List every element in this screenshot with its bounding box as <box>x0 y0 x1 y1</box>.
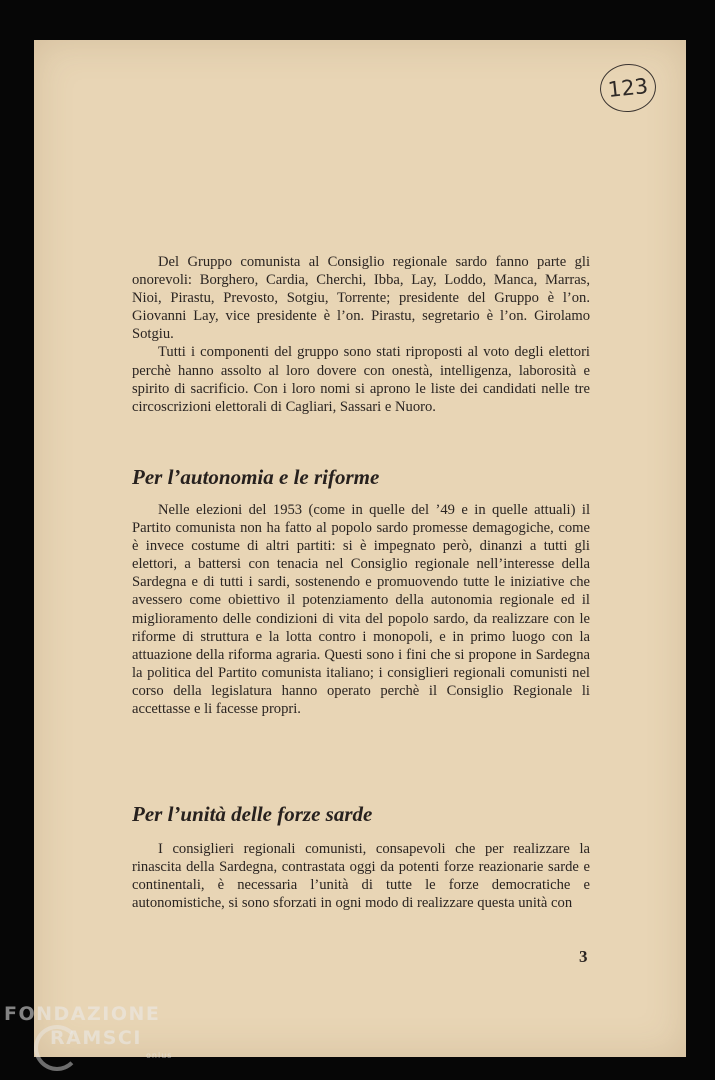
fondazione-gramsci-watermark <box>4 1003 173 1060</box>
page-folio: 3 <box>579 947 588 966</box>
section-heading-unita: Per l’unità delle forze sarde <box>132 802 373 826</box>
watermark-line-2: RAMSCI <box>50 1027 142 1049</box>
intro-block <box>132 253 590 416</box>
section1-paragraph-1: Nelle elezioni del 1953 (come in quelle del ’49 e in quelle attuali) il Partito comunista non ha fatto al popolo sardo promesse demagogiche, come è invece costume di altri partiti: si è impegnato però, dinanzi a tutti gli elettori, a battersi con tenacia nel Consiglio regionale nell’interesse della Sardegna e di tutti i sardi, sostenendo e promuovendo tutte le iniziative che avessero come obiettivo il potenziamento della autonomia regionale ed il miglioramento delle condizioni di vita del popolo sardo, da realizzare con le riforme di struttura e la lotta contro i monopoli, e in primo luogo con la attuazione della riforma agraria. Questi sono i fini che si propone in Sardegna la politica del Partito comunista italiano; i consiglieri regionali comunisti nel corso della legislatura hanno operato perchè il Consiglio Regionale li accettasse e li facesse propri. <box>132 502 590 718</box>
section2-body <box>132 840 590 912</box>
intro-paragraph-1: Del Gruppo comunista al Consiglio regionale sardo fanno parte gli onorevoli: Borghero, Cardia, Cherchi, Ibba, Lay, Loddo, Manca, Marras, Nioi, Pirastu, Prevosto, Sotgiu, Torrente; presidente del Gruppo è l’on. Giovanni Lay, vice presidente è l’on. Pirastu, segretario è l’on. Girolamo Sotgiu. <box>132 254 590 343</box>
handwritten-page-number: 123 <box>598 61 659 115</box>
section2-paragraph-1: I consiglieri regionali comunisti, consapevoli che per realizzare la rinascita della Sardegna, contrastata oggi da potenti forze reazionarie sarde e continentali, è necessaria l’unità di tutte le forze democratiche e autonomistiche, si sono sforzati in ogni modo di realizzare questa unità con <box>132 841 590 912</box>
watermark-line-1: FONDAZIONE <box>4 1003 161 1025</box>
section-heading-autonomia: Per l’autonomia e le riforme <box>132 465 380 489</box>
intro-paragraph-2: Tutti i componenti del gruppo sono stati riproposti al voto degli elettori perchè hanno assolto al loro dovere con onestà, intelligenza, laborosità e spirito di sacrificio. Con i loro nomi si aprono le liste dei candidati nelle tre circoscrizioni elettorali di Cagliari, Sassari e Nuoro. <box>132 344 590 415</box>
watermark-g-logo-icon <box>34 1025 80 1071</box>
document-page <box>34 40 686 1057</box>
watermark-line-3: onlus <box>146 1051 173 1060</box>
section1-body <box>132 501 590 718</box>
